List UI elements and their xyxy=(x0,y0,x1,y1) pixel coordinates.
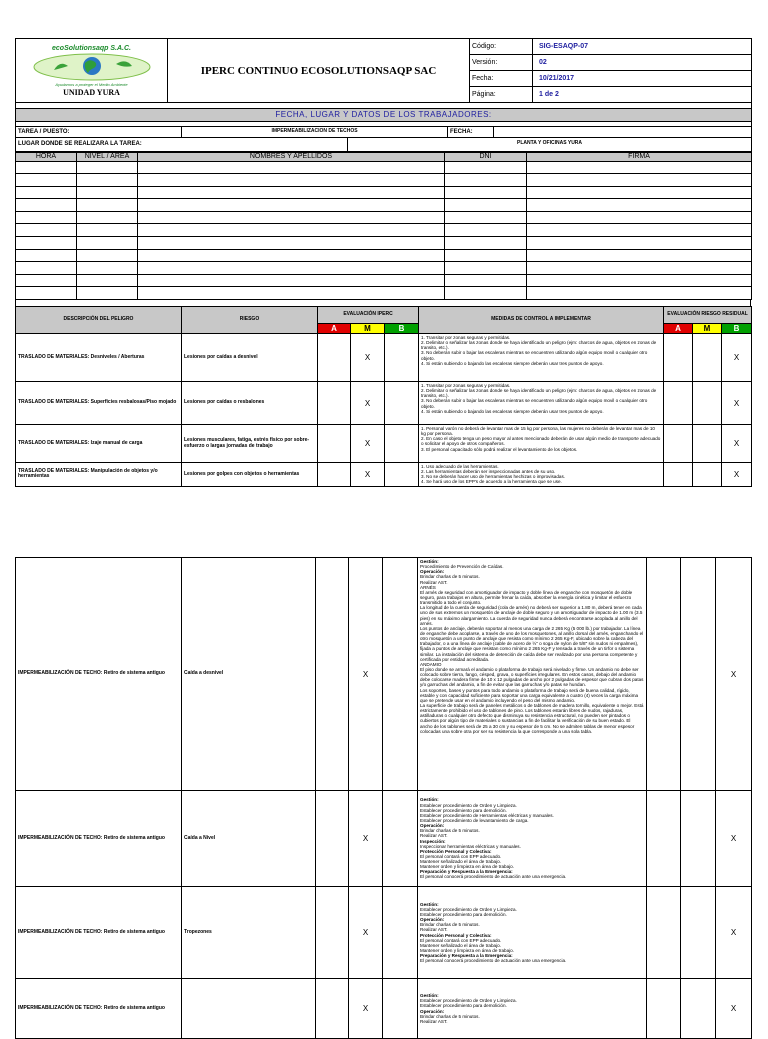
measure-line: 1. Uso adecuado de las herramientas. xyxy=(421,464,499,470)
worker-cell-firma[interactable] xyxy=(527,186,752,199)
eval-b-cell xyxy=(385,463,419,487)
measure-line: Establecer procedimiento de Orden y Limpieza. xyxy=(420,802,517,808)
residual-b-cell: X xyxy=(716,558,752,791)
residual-m-cell xyxy=(681,791,716,887)
eval-a-cell xyxy=(316,979,349,1039)
worker-cell-nivel-area[interactable] xyxy=(77,174,138,187)
worker-cell-firma[interactable] xyxy=(527,174,752,187)
col-risk: RIESGO xyxy=(182,307,318,334)
eval-m-cell: X xyxy=(351,425,385,463)
worker-cell-nombres[interactable] xyxy=(138,249,445,262)
measure-line: Realizar AST. xyxy=(420,579,448,585)
worker-row xyxy=(16,262,752,275)
measure-line: 1. Personal varón no deberá de levantar mas de 15 kg por persona, las mujeres no deberán de levantar mas de 10 kg por persona. xyxy=(421,426,655,437)
worker-cell-firma[interactable] xyxy=(527,274,752,287)
measure-heading: Gestión: xyxy=(420,559,439,564)
measures-cell xyxy=(418,979,647,1039)
place-label: LUGAR DONDE SE REALIZARA LA TAREA: xyxy=(16,137,348,151)
risk-cell: Caída a Nivel xyxy=(182,791,316,887)
worker-cell-nombres[interactable] xyxy=(138,199,445,212)
danger-cell: TRASLADO DE MATERIALES: Superficies resbalosas/Piso mojado xyxy=(16,382,182,425)
measure-line: ARNÉS xyxy=(420,584,436,590)
eval-a-cell xyxy=(316,791,349,887)
measure-line: 3. No deberán subir o bajar las escaleras mientras se encuentren utilizando algún equipo movil o cualquier otro objeto. xyxy=(421,398,648,409)
measure-line: 4. Si están subiendo o bajando las escaleras siempre deberán usar tres puntos de apoyo. xyxy=(421,408,604,414)
eval-m-cell: X xyxy=(349,558,383,791)
worker-cell-hora[interactable] xyxy=(16,237,77,250)
residual-m-cell xyxy=(693,425,722,463)
measure-line: 3. No deberán subir o bajar las escaleras mientras se encuentren utilizando algún equipo movil o cualquier otro objeto. xyxy=(421,350,648,361)
danger-cell: IMPERMEABILIZACIÓN DE TECHO: Retiro de sistema antiguo xyxy=(16,887,182,979)
residual-m-cell xyxy=(693,382,722,425)
residual-m-cell xyxy=(693,334,722,382)
task-value: IMPERMEABILIZACION DE TECHOS xyxy=(182,126,448,137)
header-table xyxy=(15,38,752,103)
measures-cell xyxy=(419,463,664,487)
residual-a-cell xyxy=(664,463,693,487)
section-band-title: FECHA, LUGAR Y DATOS DE LOS TRABAJADORES: xyxy=(16,108,752,121)
worker-cell-firma[interactable] xyxy=(527,211,752,224)
col-hora: HORA xyxy=(16,152,77,161)
col-measures: MEDIDAS DE CONTROL A IMPLEMENTAR xyxy=(419,307,664,334)
worker-row xyxy=(16,199,752,212)
risk-cell: Caída a desnivel xyxy=(182,558,316,791)
measure-line: La longitud de la cuerda de seguridad (cola de arnés) no deberá ser superior a 1.80 m, deberá tener en cada uno de sus extremos un mosquetón de anclaje de doble seguro y un amortiguador de impacto de 1.00 m (3.5 pies) en su máximo alargamiento. La cuerda de seguridad nunca deberá encontrarse acoplada al anillo del arnés. xyxy=(420,605,643,626)
residual-m-cell xyxy=(681,558,716,791)
eval-a-cell xyxy=(318,425,351,463)
residual-b-cell: X xyxy=(722,334,752,382)
eval-b: B xyxy=(385,324,419,334)
risk-row xyxy=(16,334,752,382)
worker-cell-nivel-area[interactable] xyxy=(77,274,138,287)
worker-row xyxy=(16,211,752,224)
measure-line: El arnés de seguridad con amortiguador de impacto y doble línea de enganche con mosquetón de doble seguro, para trabajos en altura, permite frenar la caída, absorber la energía cinética y limitar el esfuerzo transmitido a todo el conjunto. xyxy=(420,589,633,606)
worker-cell-hora[interactable] xyxy=(16,174,77,187)
measure-line: Los puntos de anclaje, deberán soportar al menos una carga de 2 265 Kg (5 000 lb.) por trabajador. La línea de enganche debe acoplarse, a través de uno de los mosquetones, al anillo dorsal del arnés, enganchando el otro mosquetón a un punto de anclaje que resista como mínimo 2 265 Kg-F, ubicado sobre la cabeza del trabajador, o a una línea de anclaje (cable de acero de ½" o soga de nylon de 5/8" sin nudos ni empalmes), fijada a puntos de anclaje que resistan como mínimo 2 265 Kg-F y tensada a través de un tirfor o sistema similar. La instalación del sistema de detención de caída debe ser realizado por una persona competente y certificada por entidad acreditada. xyxy=(420,625,644,662)
worker-cell-hora[interactable] xyxy=(16,224,77,237)
measure-heading: Gestión: xyxy=(420,993,439,999)
measure-heading: Operación: xyxy=(420,823,445,829)
measure-line: Mantener orden y limpieza en área de trabajo. xyxy=(420,864,514,870)
worker-cell-nombres[interactable] xyxy=(138,237,445,250)
measure-line: Establecer procedimiento de Orden y Limpieza. xyxy=(420,906,517,912)
worker-cell-dni[interactable] xyxy=(445,249,527,262)
col-dni: DNI xyxy=(445,152,527,161)
worker-cell-dni[interactable] xyxy=(445,199,527,212)
measure-line: Inspeccionar herramientas eléctricas y manuales. xyxy=(420,843,521,849)
measure-line: Establecer procedimiento de levantamiento de carga. xyxy=(420,817,529,823)
measures-cell xyxy=(419,425,664,463)
measures-cell xyxy=(418,887,647,979)
worker-cell-dni[interactable] xyxy=(445,224,527,237)
measure-line: 2. Las herramientas deberán ser inspeccionadas antes de su uso. xyxy=(421,469,556,475)
measure-heading: Gestión: xyxy=(420,901,439,907)
residual-a: A xyxy=(664,324,693,334)
page-1 xyxy=(15,38,751,487)
eval-m-cell: X xyxy=(349,979,383,1039)
measure-line: Brindar charlas de 5 minutos. xyxy=(420,574,480,580)
meta-code-label: Código: xyxy=(470,39,533,55)
measures-cell xyxy=(419,334,664,382)
measure-line: El personal contará con EPP adecuado. xyxy=(420,937,502,943)
measure-heading: Inspección: xyxy=(420,838,446,844)
measure-line: Establecer procedimiento de Orden y Limpieza. xyxy=(420,998,517,1004)
measure-line: 2. En caso el objeto tenga un peso mayor al antes mencionado deberán de usar algún medio de transporte adecuado o solicitar el apoyo de otros compañeros. xyxy=(421,436,661,447)
risk-row xyxy=(16,791,752,887)
eval-b-cell xyxy=(385,334,419,382)
residual-m: M xyxy=(693,324,722,334)
measure-line: Brindar charlas de 5 minutos. xyxy=(420,828,480,834)
worker-row xyxy=(16,287,752,300)
col-eval: EVALUACIÓN IPERC xyxy=(318,307,419,324)
measures-cell xyxy=(418,558,647,791)
eval-b-cell xyxy=(383,558,418,791)
meta-version-label: Versión: xyxy=(470,55,533,71)
eval-a-cell xyxy=(316,558,349,791)
worker-cell-nivel-area[interactable] xyxy=(77,211,138,224)
risk-row xyxy=(16,463,752,487)
worker-cell-nivel-area[interactable] xyxy=(77,237,138,250)
measure-line: El personal contará con EPP adecuado. xyxy=(420,853,502,859)
worker-cell-firma[interactable] xyxy=(527,161,752,174)
measure-line: 2. Delimitar o señalizar las zonas donde se haya identificado un peligro (ejm: charcos de agua, objetos en zonas de transito, etc.). xyxy=(421,340,657,351)
danger-cell: IMPERMEABILIZACIÓN DE TECHO: Retiro de sistema antiguo xyxy=(16,558,182,791)
worker-cell-dni[interactable] xyxy=(445,174,527,187)
risk-rows-page-1 xyxy=(16,334,752,487)
measure-line: Mantener señalizado el área de trabajo. xyxy=(420,859,501,865)
eval-m-cell: X xyxy=(349,887,383,979)
worker-row xyxy=(16,161,752,174)
info-table xyxy=(15,103,752,152)
worker-row xyxy=(16,224,752,237)
worker-row xyxy=(16,274,752,287)
risk-cell: Lesiones por golpes con objetos o herramientas xyxy=(182,463,318,487)
eval-b-cell xyxy=(383,887,418,979)
company-logo xyxy=(32,52,152,82)
worker-cell-dni[interactable] xyxy=(445,237,527,250)
residual-b: B xyxy=(722,324,752,334)
residual-m-cell xyxy=(693,463,722,487)
worker-cell-nivel-area[interactable] xyxy=(77,287,138,300)
eval-a: A xyxy=(318,324,351,334)
col-residual: EVALUACIÓN RIESGO RESIDUAL xyxy=(664,307,752,324)
eval-a-cell xyxy=(318,334,351,382)
col-firma: FIRMA xyxy=(527,152,752,161)
worker-cell-nombres[interactable] xyxy=(138,224,445,237)
residual-a-cell xyxy=(647,558,681,791)
eval-m-cell: X xyxy=(349,791,383,887)
measure-heading: Operación: xyxy=(420,569,445,575)
worker-row xyxy=(16,174,752,187)
worker-cell-dni[interactable] xyxy=(445,262,527,275)
measure-line: El personal conocerá procedimiento de actuación ante una emergencia. xyxy=(420,958,567,964)
worker-cell-firma[interactable] xyxy=(527,237,752,250)
worker-cell-nombres[interactable] xyxy=(138,287,445,300)
measure-line: El piso donde se armará el andamio o plataforma de trabajo será nivelado y firme. Un andamio no debe ser colocado sobre tierra, fango, césped, grava, o superficies irregulares. En estos casos, debajo del andamio debe colocarse madera firme de 10 x 12 pulgadas de ancho por 2 pulgadas de espesor que cubran dos patas y/o garruchas del andamio, a fin de evitar que las garruchas y/o patas se hundan. xyxy=(420,666,644,688)
worker-row xyxy=(16,249,752,262)
measure-heading: Preparación y Respuesta a la Emergencia: xyxy=(420,869,513,875)
measure-heading: Operación: xyxy=(420,917,445,923)
residual-a-cell xyxy=(647,887,681,979)
measure-line: Realizar AST. xyxy=(420,1018,448,1024)
worker-cell-nombres[interactable] xyxy=(138,186,445,199)
col-nivel-area: NIVEL / AREA xyxy=(77,152,138,161)
worker-cell-hora[interactable] xyxy=(16,211,77,224)
risk-table-page-1 xyxy=(15,306,752,487)
meta-version-value: 02 xyxy=(533,55,752,71)
worker-cell-nivel-area[interactable] xyxy=(77,199,138,212)
risk-row xyxy=(16,979,752,1039)
brand-tagline: Ayudamos a proteger el Medio Ambiente xyxy=(55,81,128,87)
eval-b-cell xyxy=(383,791,418,887)
meta-page-label: Página: xyxy=(470,87,533,103)
worker-cell-hora[interactable] xyxy=(16,161,77,174)
danger-cell: IMPERMEABILIZACIÓN DE TECHO: Retiro de sistema antiguo xyxy=(16,791,182,887)
meta-date-value: 10/21/2017 xyxy=(533,71,752,87)
measure-heading: Protección Personal y Colectiva: xyxy=(420,932,492,938)
date-value[interactable] xyxy=(494,126,752,137)
eval-m-cell: X xyxy=(351,463,385,487)
worker-cell-hora[interactable] xyxy=(16,249,77,262)
measures-cell xyxy=(419,382,664,425)
unit-name: UNIDAD YURA xyxy=(63,87,120,97)
worker-row xyxy=(16,237,752,250)
risk-row xyxy=(16,887,752,979)
measure-line: Mantener orden y limpieza en área de trabajo. xyxy=(420,947,514,953)
measure-line: 3. El personal capacitado sólo podrá realizar el levantamiento de los objetos. xyxy=(421,446,578,452)
worker-cell-firma[interactable] xyxy=(527,224,752,237)
eval-b-cell xyxy=(385,382,419,425)
measure-line: Establecer procedimiento de Herramientas eléctricas y manuales. xyxy=(420,812,554,818)
worker-cell-hora[interactable] xyxy=(16,274,77,287)
measure-line: 4. Si están subiendo o bajando las escaleras siempre deberán usar tres puntos de apoyo. xyxy=(421,360,604,366)
workers-table xyxy=(15,152,752,301)
worker-cell-nivel-area[interactable] xyxy=(77,262,138,275)
risk-row xyxy=(16,425,752,463)
risk-cell: Lesiones por caídas a desnivel xyxy=(182,334,318,382)
risk-cell: Lesiones por caídas o resbalones xyxy=(182,382,318,425)
worker-cell-dni[interactable] xyxy=(445,287,527,300)
risk-table-page-2 xyxy=(15,557,752,1039)
measure-line: 3. No se deberán hacer uso de herramientas hechizas o improvisadas. xyxy=(421,474,566,480)
risk-cell xyxy=(182,979,316,1039)
measures-cell xyxy=(418,791,647,887)
measure-line: Realizar AST. xyxy=(420,833,448,839)
danger-cell: TRASLADO DE MATERIALES: Desniveles / Aberturas xyxy=(16,334,182,382)
measure-line: 1. Transitar por zonas seguras y permitidas. xyxy=(421,335,511,341)
worker-cell-hora[interactable] xyxy=(16,186,77,199)
worker-cell-dni[interactable] xyxy=(445,161,527,174)
worker-cell-nombres[interactable] xyxy=(138,211,445,224)
residual-b-cell: X xyxy=(716,887,752,979)
worker-cell-nombres[interactable] xyxy=(138,161,445,174)
measure-line: El personal conocerá procedimiento de actuación ante una emergencia. xyxy=(420,874,567,880)
residual-a-cell xyxy=(664,382,693,425)
worker-cell-hora[interactable] xyxy=(16,262,77,275)
measure-heading: Preparación y Respuesta a la Emergencia: xyxy=(420,953,513,959)
worker-cell-firma[interactable] xyxy=(527,199,752,212)
residual-b-cell: X xyxy=(722,382,752,425)
worker-cell-dni[interactable] xyxy=(445,186,527,199)
measure-line: Los soportes, bases y puntos para todo andamio o plataforma de trabajo será de buena calidad, rígido, estable y con capacidad suficiente para soportar una carga equivalente a cuatro (4) veces la carga máxima que se pretende usar en el andamio incluyendo el peso del mismo andamio. xyxy=(420,687,639,703)
residual-b-cell: X xyxy=(722,463,752,487)
logo-cell xyxy=(16,39,168,103)
worker-rows xyxy=(16,161,752,300)
col-nombres: NOMBRES Y APELLIDOS xyxy=(138,152,445,161)
worker-row xyxy=(16,186,752,199)
measure-heading: Gestión: xyxy=(420,797,439,803)
document-title: IPERC CONTINUO ECOSOLUTIONSAQP SAC xyxy=(168,39,470,103)
eval-a-cell xyxy=(316,887,349,979)
risk-row xyxy=(16,558,752,791)
measure-line: Establecer procedimiento para demolición. xyxy=(420,911,507,917)
measure-line: Procedimiento de Prevención de Caídas. xyxy=(420,564,504,570)
worker-cell-hora[interactable] xyxy=(16,287,77,300)
residual-b-cell: X xyxy=(716,791,752,887)
worker-cell-nivel-area[interactable] xyxy=(77,186,138,199)
worker-cell-dni[interactable] xyxy=(445,211,527,224)
risk-cell: Tropezones xyxy=(182,887,316,979)
measure-heading: Protección Personal y Colectiva: xyxy=(420,848,492,854)
meta-page-value: 1 de 2 xyxy=(533,87,752,103)
col-danger: DESCRIPCIÓN DEL PELIGRO xyxy=(16,307,182,334)
measure-line: 2. Delimitar o señalizar las zonas donde se haya identificado un peligro (ejm: charcos de agua, objetos en zonas de transito, etc.). xyxy=(421,388,657,399)
measure-heading: Operación: xyxy=(420,1008,445,1014)
eval-a-cell xyxy=(318,463,351,487)
measure-line: Realizar AST. xyxy=(420,927,448,933)
measure-line: ANDAMIO xyxy=(420,661,442,667)
eval-m-cell: X xyxy=(351,382,385,425)
brand-name: ecoSolutionsaqp S.A.C. xyxy=(52,44,131,52)
place-value: PLANTA Y OFICINAS YURA xyxy=(348,137,752,151)
worker-cell-dni[interactable] xyxy=(445,274,527,287)
residual-a-cell xyxy=(664,334,693,382)
date-label: FECHA: xyxy=(448,126,494,137)
measure-line: Brindar charlas de 5 minutos. xyxy=(420,1013,480,1019)
eval-a-cell xyxy=(318,382,351,425)
meta-code-value: SIG-ESAQP-07 xyxy=(533,39,752,55)
residual-b-cell: X xyxy=(722,425,752,463)
eval-m: M xyxy=(351,324,385,334)
measure-line: La superficie de trabajo será de paneles metálicos o de tablones de madera tornillo, equivalente o mejor. Está estrictamente prohibido el uso de tablones de pino. Los tablones estarán libres de nudos, rajaduras, astilladuras o cualquier otro defecto que disminuya su resistencia estructural, no pueden ser pintados o cubiertos por algún tipo de materiales o sustancias a fin de facilitar la verificación de su buen estado. El xyxy=(420,702,644,724)
worker-cell-hora[interactable] xyxy=(16,199,77,212)
measure-line: 4. Se hará uso de los EPP's de acuerdo a la herramienta que se use. xyxy=(421,479,562,485)
residual-b-cell: X xyxy=(716,979,752,1039)
eval-m-cell: X xyxy=(351,334,385,382)
risk-rows-page-2 xyxy=(16,558,752,1039)
worker-cell-firma[interactable] xyxy=(527,249,752,262)
danger-cell: TRASLADO DE MATERIALES: Manipulación de objetos y/o herramientas xyxy=(16,463,182,487)
eval-b-cell xyxy=(385,425,419,463)
meta-date-label: Fecha: xyxy=(470,71,533,87)
measure-line: Mantener señalizado el área de trabajo. xyxy=(420,942,501,948)
residual-m-cell xyxy=(681,979,716,1039)
residual-a-cell xyxy=(647,791,681,887)
worker-cell-nivel-area[interactable] xyxy=(77,224,138,237)
worker-cell-nivel-area[interactable] xyxy=(77,161,138,174)
measure-line: ancho de los tablones será de 25 a 30 cm y su espesor de 5 cm. No se admiten tablas de menor espesor colocadas una sobre otra por ser su resistencia la que corresponde a una sola tabla. xyxy=(420,723,635,734)
measure-line: Establecer procedimiento para demolición. xyxy=(420,1003,507,1009)
residual-a-cell xyxy=(664,425,693,463)
danger-cell: TRASLADO DE MATERIALES: Izaje manual de carga xyxy=(16,425,182,463)
measure-line: Establecer procedimiento para demolición. xyxy=(420,807,507,813)
worker-cell-firma[interactable] xyxy=(527,262,752,275)
task-label: TAREA / PUESTO: xyxy=(16,126,182,137)
worker-cell-nombres[interactable] xyxy=(138,274,445,287)
eval-b-cell xyxy=(383,979,418,1039)
worker-cell-firma[interactable] xyxy=(527,287,752,300)
risk-row xyxy=(16,382,752,425)
measure-line: Brindar charlas de 5 minutos. xyxy=(420,922,480,928)
danger-cell: IMPERMEABILIZACIÓN DE TECHO: Retiro de sistema antiguo xyxy=(16,979,182,1039)
worker-cell-nivel-area[interactable] xyxy=(77,249,138,262)
page-2 xyxy=(15,557,751,1039)
worker-cell-nombres[interactable] xyxy=(138,262,445,275)
measure-line: 1. Transitar por zonas seguras y permitidas. xyxy=(421,383,511,389)
worker-cell-nombres[interactable] xyxy=(138,174,445,187)
residual-a-cell xyxy=(647,979,681,1039)
risk-cell: Lesiones musculares, fatiga, estrés físico por sobre-esfuerzo o largas jornadas de trabajo xyxy=(182,425,318,463)
residual-m-cell xyxy=(681,887,716,979)
